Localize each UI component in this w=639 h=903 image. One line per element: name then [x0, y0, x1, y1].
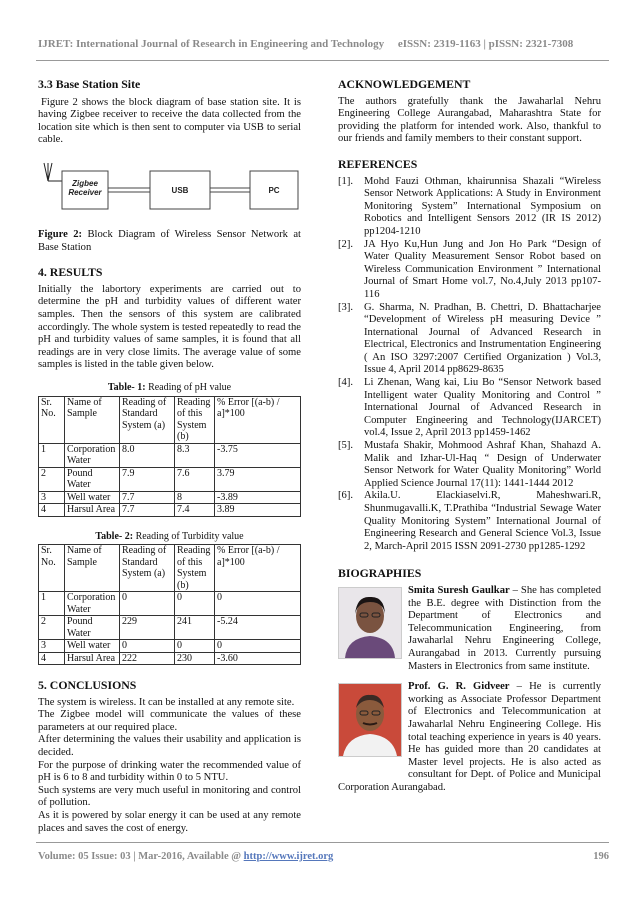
table-cell: 4 — [39, 652, 65, 665]
reference-text: Mustafa Shakir, Mohmood Ashraf Khan, Shahazd A. Malik and Izhar-Ul-Haq “ Design of Underwater Sensor Network for Water Quality Monitoring” World Applied Science Journal 17(11): 1441-1444 2012 — [364, 440, 601, 489]
author-bio-1: – She has completed the B.E. degree with Distinction from the Department of Electronics and Telecommunication Engineering, from Jawaharlal Nehru Engineering College, Aurangabad in 2013. Currently pursuing Masters in Electronics from same institute. — [408, 584, 602, 672]
table-header-cell: % Error [(a-b) / a]*100 — [215, 545, 301, 592]
author-photo-2 — [338, 683, 402, 757]
table-ph-readings — [38, 396, 301, 517]
footer-volume-info: Volume: 05 Issue: 03 | Mar-2016, Available @ — [38, 851, 244, 862]
figure-2-text: Block Diagram of Wireless Sensor Network at Base Station — [38, 228, 301, 253]
table-cell: 7.7 — [120, 504, 175, 517]
reference-text: Mohd Fauzi Othman, khairunnisa Shazali “Wireless Sensor Network Applications: A Study in Environment Monitoring System” International Symposium on Robotics and Intelligent Sensors 2012 (IR IS 2012) pp1204-1210 — [364, 175, 601, 237]
table-cell: -3.75 — [215, 443, 301, 467]
table-header-cell: Sr. No. — [39, 545, 65, 592]
table-cell: Harsul Area — [65, 504, 120, 517]
reference-item — [338, 490, 601, 553]
author-bio-2: – He is currently working as Associate Professor Department of Electronics and Telecommunication at Jawaharlal Nehru Engineering College. His total teaching experience in years is 40 years. He has guided more than 20 candidates at Master level projects. He is also acted as consultant for Dept. of Police and Municipal Corporation Aurangabad. — [338, 681, 601, 793]
section-heading-conclusions: 5. CONCLUSIONS — [38, 678, 137, 693]
reference-number: [4]. — [338, 377, 354, 389]
table-header-cell: Reading of this System (b) — [175, 396, 215, 443]
table-cell: Harsul Area — [65, 652, 120, 665]
reference-text: Akila.U. Elackiaselvi.R, Maheshwari.R, Shunmugavalli.K, T.Prathiba “Industrial Sewage Water Quality Monitoring System” International Journal of Engineering Research and General Science Vol.3, Issue 2, March-April 2015 ISSN 2091-2730 pp1285-1292 — [364, 490, 601, 552]
table-cell: 4 — [39, 504, 65, 517]
section-heading-base-station: 3.3 Base Station Site — [38, 77, 141, 91]
section-heading-biographies: BIOGRAPHIES — [338, 566, 422, 581]
table-row — [39, 652, 301, 665]
table-2-title: Reading of Turbidity value — [133, 530, 244, 542]
table-1-label: Table- 1: — [107, 381, 146, 393]
reference-number: [5]. — [338, 440, 354, 452]
table-cell: Corporation Water — [65, 443, 120, 467]
author-photo-1 — [338, 587, 402, 659]
zigbee-receiver-label: Zigbee Receiver — [68, 178, 102, 197]
usb-label: USB — [171, 185, 189, 195]
header-rule — [36, 60, 609, 61]
footer-rule — [36, 842, 609, 843]
table-row — [39, 491, 301, 504]
table-1-caption — [38, 382, 301, 395]
table-cell: 8.3 — [175, 443, 215, 467]
reference-number: [1]. — [338, 175, 354, 187]
pc-label: PC — [268, 185, 280, 195]
journal-footer — [38, 851, 609, 862]
table-cell: 7.7 — [120, 491, 175, 504]
antenna-right — [48, 163, 52, 181]
base-station-paragraph: Figure 2 shows the block diagram of base station site. It is having Zigbee receiver to receive the data collected from the location site which is then sent to computer via USB to serial cable. — [38, 96, 301, 146]
table-cell: 3.89 — [215, 504, 301, 517]
block-diagram — [38, 161, 301, 219]
journal-website-link[interactable]: http://www.ijret.org — [243, 851, 334, 862]
table-2-label: Table- 2: — [95, 530, 134, 542]
table-cell: 2 — [39, 467, 65, 491]
figure-2-caption — [38, 229, 301, 254]
table-header-cell: Reading of Standard System (a) — [120, 396, 175, 443]
table-cell: 3.79 — [215, 467, 301, 491]
conclusion-line: For the purpose of drinking water the recommended value of pH is 6 to 8 and turbidity within 0 to 5 NTU. — [38, 759, 301, 784]
results-paragraph: Initially the labortory experiments are carried out to determine the pH and turbidity values of different water samples. Then the sensors of this system are calibrated accordingly. The whole system is tested repeatedly to read the pH and turbidity values of same samples, it is found that all readings are in very close limits. The average value of some samples is listed in the table given below. — [38, 283, 301, 371]
conclusion-line: Such systems are very much useful in monitoring and control of pollution. — [38, 784, 301, 809]
antenna-left — [44, 163, 48, 181]
table-header-cell: Reading of this System (b) — [175, 545, 215, 592]
table-cell: 3 — [39, 491, 65, 504]
table-cell: 2 — [39, 616, 65, 640]
table-cell: Well water — [65, 491, 120, 504]
table-cell: Pound Water — [65, 616, 120, 640]
table-cell: 241 — [175, 616, 215, 640]
section-heading-results: 4. RESULTS — [38, 265, 103, 280]
reference-item — [338, 440, 601, 490]
table-cell: -3.60 — [215, 652, 301, 665]
acknowledgement-paragraph: The authors gratefully thank the Jawaharlal Nehru Engineering College Aurangabad, Maharashtra State for providing the platform for intended work. Also, thankful to our friends and family members to their constant support. — [338, 95, 601, 145]
reference-item — [338, 302, 601, 378]
conclusion-line: After determining the values their usability and application is decided. — [38, 734, 301, 759]
table-cell: Pound Water — [65, 467, 120, 491]
biography-2 — [338, 681, 601, 794]
table-cell: -5.24 — [215, 616, 301, 640]
reference-item — [338, 239, 601, 302]
table-turbidity-readings — [38, 544, 301, 665]
conclusion-line: The system is wireless. It can be installed at any remote site. — [38, 696, 295, 708]
reference-text: JA Hyo Ku,Hun Jung and Jon Ho Park “Design of Water Quality Measurement Sensor Robot based on Wireless Communication Environment ” International Journal of Smart Home vol.7, No.4,July 2013 pp107-116 — [364, 238, 601, 300]
table-row — [39, 504, 301, 517]
table-1-title: Reading of pH value — [145, 381, 232, 393]
left-column — [38, 78, 301, 835]
section-heading-references: REFERENCES — [338, 156, 418, 171]
table-header-cell: % Error [(a-b) / a]*100 — [215, 396, 301, 443]
author-portrait-2 — [339, 684, 401, 756]
table-cell: 222 — [120, 652, 175, 665]
table-cell: 0 — [175, 592, 215, 616]
reference-text: Li Zhenan, Wang kai, Liu Bo “Sensor Network based Intelligent water Quality Monitoring and Control ” International Journal of Advanced Research in Computer Engineering and Technology(IJARCET) vol.4, Issue 2, April 2013 pp1459-1462 — [364, 377, 601, 439]
page-number: 196 — [593, 851, 609, 862]
table-cell: 0 — [120, 592, 175, 616]
table-cell: 7.4 — [175, 504, 215, 517]
table-cell: 230 — [175, 652, 215, 665]
table-cell: 0 — [175, 640, 215, 653]
table-cell: 7.9 — [120, 467, 175, 491]
reference-item — [338, 377, 601, 440]
table-cell: 8 — [175, 491, 215, 504]
table-row — [39, 616, 301, 640]
table-row — [39, 467, 301, 491]
table-cell: 1 — [39, 443, 65, 467]
table-cell: 8.0 — [120, 443, 175, 467]
table-row — [39, 640, 301, 653]
table-cell: 0 — [215, 592, 301, 616]
right-column — [338, 78, 601, 794]
reference-number: [3]. — [338, 301, 354, 313]
table-header-cell: Name of Sample — [65, 396, 120, 443]
table-cell: 3 — [39, 640, 65, 653]
table-cell: 0 — [120, 640, 175, 653]
reference-item — [338, 176, 601, 239]
table-cell: 0 — [215, 640, 301, 653]
table-cell: 7.6 — [175, 467, 215, 491]
table-header-cell: Reading of Standard System (a) — [120, 545, 175, 592]
table-header-cell: Name of Sample — [65, 545, 120, 592]
conclusion-line: As it is powered by solar energy it can be used at any remote places and saves the cost of energy. — [38, 810, 301, 834]
reference-text: G. Sharma, N. Pradhan, B. Chettri, D. Bhattacharjee “Development of Wireless pH measuring Device ” International Journal of Advanced Research in Electrical, Electronics and Instrumentation Engineering ( An ISO 3297:2007 Certified Organization ) Vol.3, Issue 4, April 2014 pp8629-8635 — [364, 301, 601, 376]
table-2-caption — [38, 531, 301, 544]
table-header-row — [39, 545, 301, 592]
author-name-2: Prof. G. R. Gidveer — [408, 681, 510, 693]
reference-number: [2]. — [338, 238, 354, 250]
section-heading-acknowledgement: ACKNOWLEDGEMENT — [338, 77, 471, 91]
biography-1 — [338, 585, 601, 673]
table-row — [39, 592, 301, 616]
journal-header: IJRET: International Journal of Research in Engineering and Technology eISSN: 2319-1163 | pISSN: 2321-7308 — [38, 38, 574, 50]
table-cell: Corporation Water — [65, 592, 120, 616]
table-header-row — [39, 396, 301, 443]
table-row — [39, 443, 301, 467]
table-header-cell: Sr. No. — [39, 396, 65, 443]
author-name-1: Smita Suresh Gaulkar — [408, 584, 510, 596]
table-cell: -3.89 — [215, 491, 301, 504]
reference-number: [6]. — [338, 490, 354, 502]
table-cell: Well water — [65, 640, 120, 653]
table-cell: 1 — [39, 592, 65, 616]
table-cell: 229 — [120, 616, 175, 640]
author-portrait-1 — [339, 588, 401, 658]
figure-2-label: Figure 2: — [38, 228, 83, 240]
conclusion-line: The Zigbee model will communicate the values of these parameters at our required place. — [38, 709, 301, 733]
